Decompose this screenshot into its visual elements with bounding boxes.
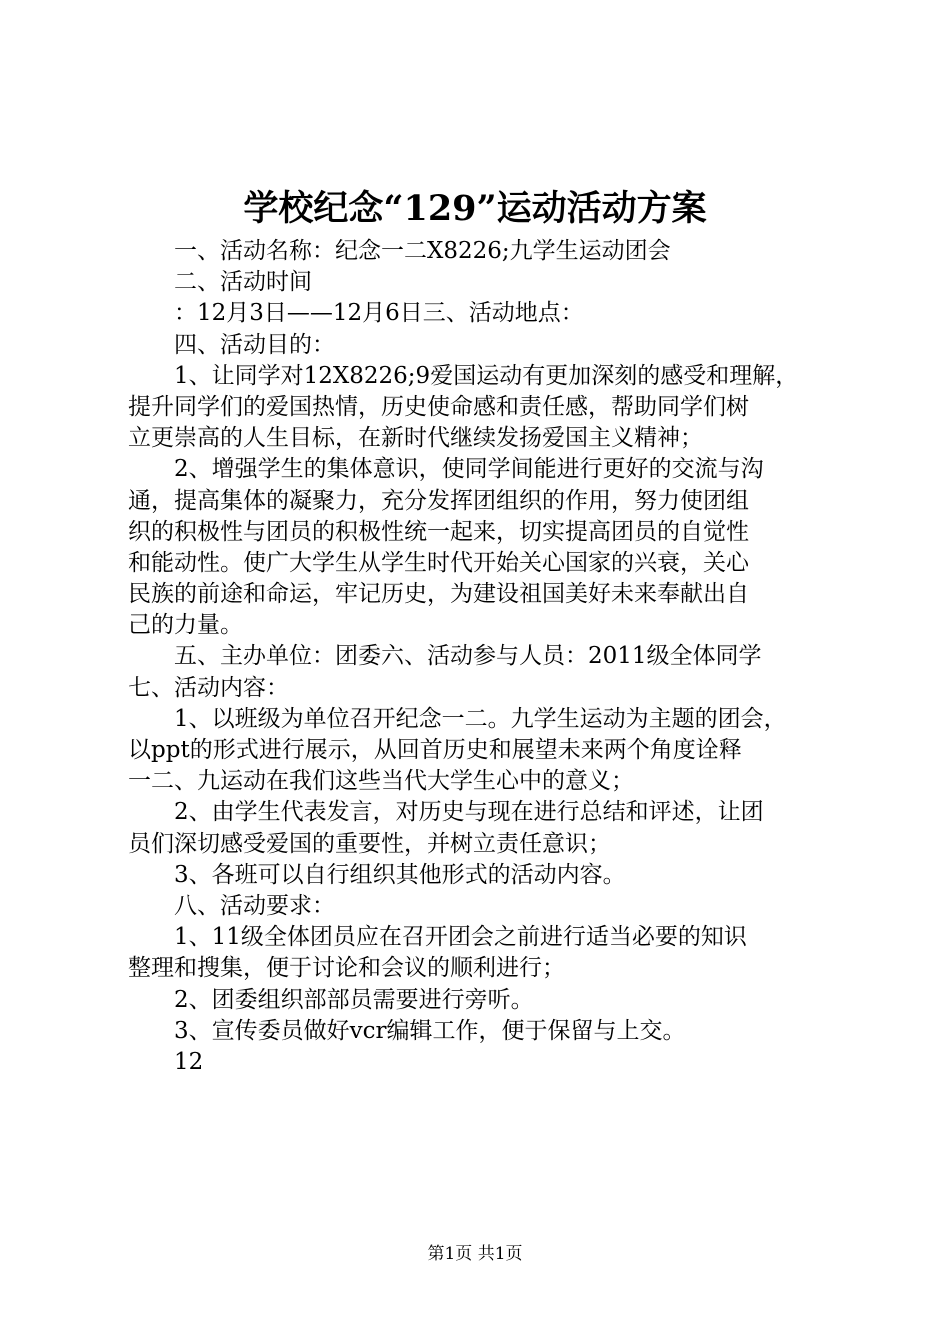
document-body <box>128 236 848 1078</box>
paragraph-line: 以ppt的形式进行展示，从回首历史和展望未来两个角度诠释 <box>128 737 742 763</box>
paragraph-line: 2、团委组织部部员需要进行旁听。 <box>174 986 534 1013</box>
paragraph-line: 1、11级全体团员应在召开团会之前进行适当必要的知识 <box>174 924 747 951</box>
paragraph-line: 立更崇高的人生目标，在新时代继续发扬爱国主义精神； <box>128 425 703 452</box>
paragraph-line: 一、活动名称：纪念一二X8226;九学生运动团会 <box>174 238 671 264</box>
paragraph-line: 3、各班可以自行组织其他形式的活动内容。 <box>174 861 626 888</box>
document-title: 学校纪念“129”运动活动方案 <box>243 188 707 229</box>
paragraph-line: 通，提高集体的凝聚力，充分发挥团组织的作用，努力使团组 <box>128 487 749 514</box>
paragraph-line: 3、宣传委员做好vcr编辑工作，便于保留与上交。 <box>174 1017 686 1044</box>
paragraph-line: 五、主办单位：团委六、活动参与人员：2011级全体同学 <box>174 643 762 670</box>
paragraph-line: 八、活动要求： <box>174 892 335 919</box>
paragraph-line: 1、让同学对12X8226;9爱国运动有更加深刻的感受和理解， <box>174 362 799 389</box>
paragraph-line: 整理和搜集，便于讨论和会议的顺利进行； <box>128 955 565 982</box>
paragraph-line: 2、增强学生的集体意识，使同学间能进行更好的交流与沟 <box>174 456 764 483</box>
paragraph-line: 12 <box>174 1048 204 1075</box>
paragraph-line: 一二、九运动在我们这些当代大学生心中的意义； <box>128 768 634 795</box>
paragraph-line: 和能动性。使广大学生从学生时代开始关心国家的兴衰，关心 <box>128 549 749 576</box>
page-footer: 第1页 共1页 <box>427 1244 523 1264</box>
paragraph-line: 四、活动目的： <box>174 331 335 358</box>
paragraph-line: 织的积极性与团员的积极性统一起来，切实提高团员的自觉性 <box>128 518 749 545</box>
paragraph-line: 己的力量。 <box>128 612 243 639</box>
paragraph-line: 二、活动时间 <box>174 269 312 296</box>
paragraph-line: 1、以班级为单位召开纪念一二。九学生运动为主题的团会， <box>174 705 787 732</box>
paragraph-line: 民族的前途和命运，牢记历史，为建设祖国美好未来奉献出自 <box>128 581 749 608</box>
paragraph-line: ：12月3日——12月6日三、活动地点： <box>174 300 584 327</box>
paragraph-line: 2、由学生代表发言，对历史与现在进行总结和评述，让团 <box>174 799 764 826</box>
paragraph-line: 员们深切感受爱国的重要性，并树立责任意识； <box>128 830 611 857</box>
paragraph-line: 提升同学们的爱国热情，历史使命感和责任感，帮助同学们树 <box>128 393 749 420</box>
paragraph-line: 七、活动内容： <box>128 674 289 701</box>
